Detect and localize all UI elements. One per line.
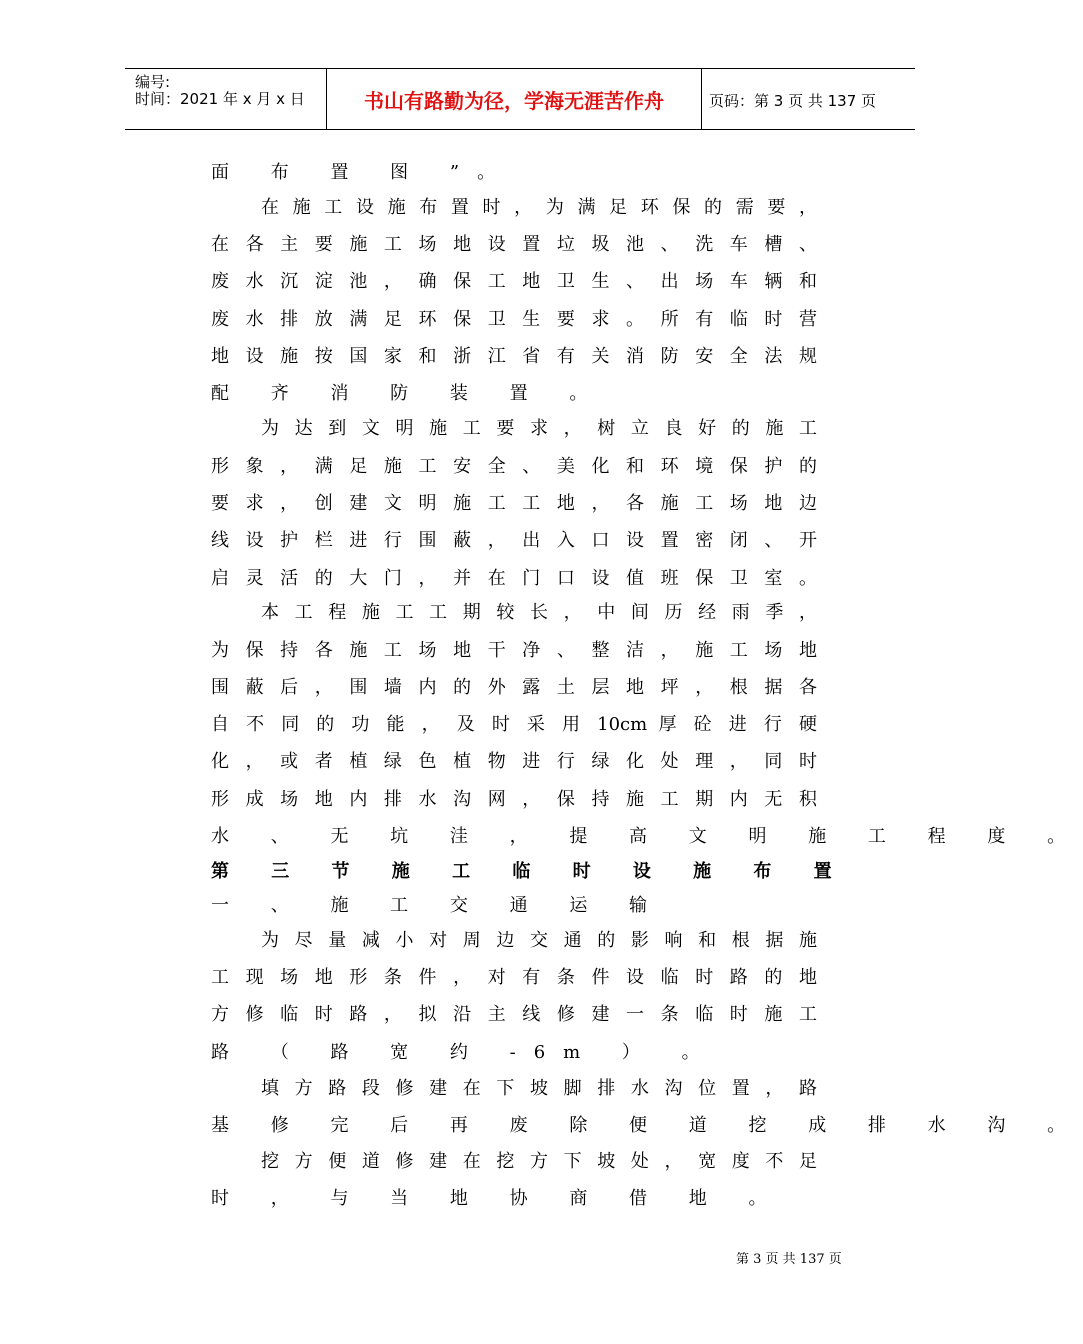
body-line: 工 现 场 地 形 条 件 ， 对 有 条 件 设 临 时 路 的 地 xyxy=(211,967,817,988)
body-line: 形 成 场 地 内 排 水 沟 网 ， 保 持 施 工 期 内 无 积 xyxy=(211,789,817,810)
body-line: 自 不 同 的 功 能 ， 及 时 采 用 10cm 厚 砼 进 行 硬 xyxy=(211,714,817,735)
header-motto-cell xyxy=(326,69,702,129)
body-line: 废 水 沉 淀 池 ， 确 保 工 地 卫 生 、 出 场 车 辆 和 xyxy=(211,271,817,292)
page-footer-number: 第 3 页 共 137 页 xyxy=(736,1252,842,1267)
body-line: 为 尽 量 减 小 对 周 边 交 通 的 影 响 和 根 据 施 xyxy=(261,930,817,951)
body-line: 在 施 工 设 施 布 置 时 ， 为 满 足 环 保 的 需 要 ， xyxy=(261,197,817,218)
header-meta-cell xyxy=(125,69,326,129)
body-line: 在 各 主 要 施 工 场 地 设 置 垃 圾 池 、 洗 车 槽 、 xyxy=(211,234,817,255)
body-line: 要 求 ， 创 建 文 明 施 工 工 地 ， 各 施 工 场 地 边 xyxy=(211,493,817,514)
section-heading: 第 三 节 施 工 临 时 设 施 布 置 xyxy=(211,861,850,882)
body-line: 水 、 无 坑 洼 ， 提 高 文 明 施 工 程 度 。 xyxy=(211,826,1083,847)
body-line: 废 水 排 放 满 足 环 保 卫 生 要 求 。 所 有 临 时 营 xyxy=(211,309,817,330)
body-line: 填 方 路 段 修 建 在 下 坡 脚 排 水 沟 位 置 ， 路 xyxy=(261,1078,817,1099)
body-line: 为 保 持 各 施 工 场 地 干 净 、 整 洁 ， 施 工 场 地 xyxy=(211,640,817,661)
body-line: 本 工 程 施 工 工 期 较 长 ， 中 间 历 经 雨 季 ， xyxy=(261,602,817,623)
body-line: 形 象 ， 满 足 施 工 安 全 、 美 化 和 环 境 保 护 的 xyxy=(211,456,817,477)
body-line: 挖 方 便 道 修 建 在 挖 方 下 坡 处 ， 宽 度 不 足 xyxy=(261,1151,817,1172)
body-line: 方 修 临 时 路 ， 拟 沿 主 线 修 建 一 条 临 时 施 工 xyxy=(211,1004,817,1025)
body-line: 配 齐 消 防 装 置 。 xyxy=(211,383,606,404)
body-line: 为 达 到 文 明 施 工 要 求 ， 树 立 良 好 的 施 工 xyxy=(261,418,817,439)
body-line: 围 蔽 后 ， 围 墙 内 的 外 露 土 层 地 坪 ， 根 据 各 xyxy=(211,677,817,698)
body-line: 线 设 护 栏 进 行 围 蔽 ， 出 入 口 设 置 密 闭 、 开 xyxy=(211,530,817,551)
header-motto: 书山有路勤为径，学海无涯苦作舟 xyxy=(364,89,664,113)
body-line: 启 灵 活 的 大 门 ， 并 在 门 口 设 值 班 保 卫 室 。 xyxy=(211,568,817,589)
document-time-label: 时间：2021 年 x 月 x 日 xyxy=(135,90,305,108)
document-number-label: 编号: xyxy=(135,73,171,91)
subsection-heading: 一 、 施 工 交 通 运 输 xyxy=(211,895,666,916)
header-page-number: 页码：第 3 页 共 137 页 xyxy=(709,92,877,110)
body-line: 路 （ 路 宽 约 -6m ） 。 xyxy=(211,1042,718,1063)
body-line: 时 ， 与 当 地 协 商 借 地 。 xyxy=(211,1188,785,1209)
page-header xyxy=(125,68,915,130)
body-line: 面 布 置 图 ”。 xyxy=(211,162,514,183)
body-line: 基 修 完 后 再 废 除 便 道 挖 成 排 水 沟 。 xyxy=(211,1115,1083,1136)
body-line: 化 ， 或 者 植 绿 色 植 物 进 行 绿 化 处 理 ， 同 时 xyxy=(211,751,817,772)
body-line: 地 设 施 按 国 家 和 浙 江 省 有 关 消 防 安 全 法 规 xyxy=(211,346,817,367)
header-page-cell xyxy=(701,69,915,129)
